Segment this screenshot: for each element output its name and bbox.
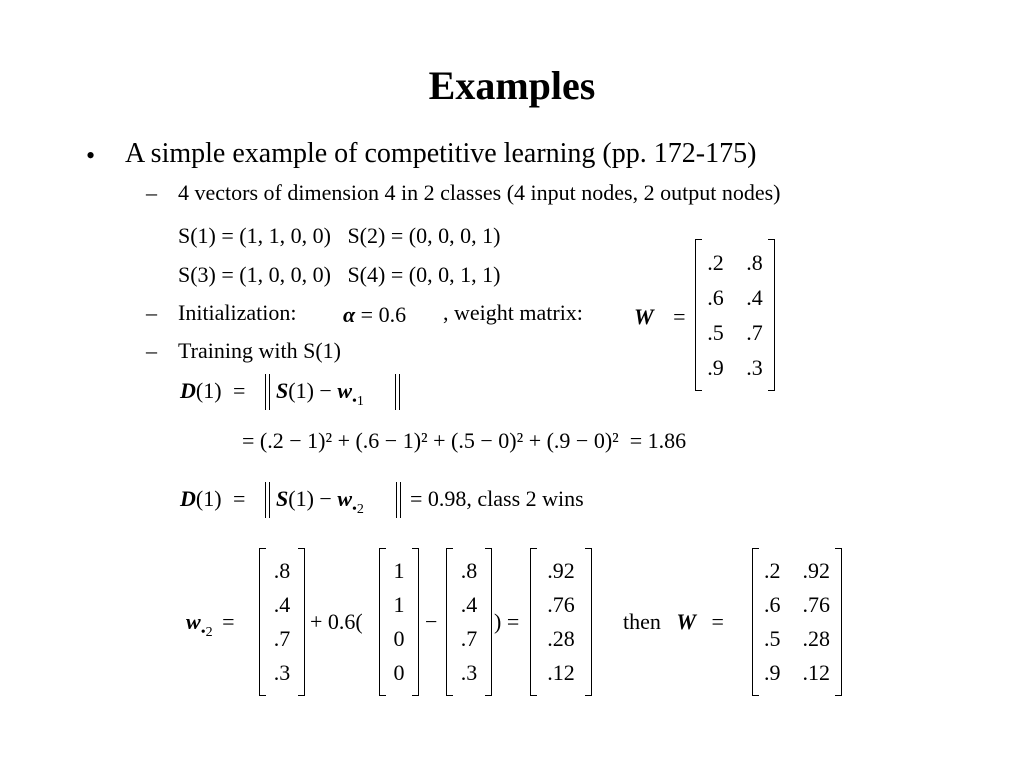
matrix-cell: .3 — [746, 354, 763, 380]
matrix-cell: .76 — [547, 592, 575, 617]
alpha-equation — [343, 304, 406, 326]
matrix-cell: .8 — [273, 558, 291, 583]
matrix-cell: .6 — [764, 592, 781, 617]
dash-marker: – — [146, 180, 157, 205]
matrix-cell: 1 — [393, 592, 405, 617]
matrix-row — [380, 594, 418, 616]
w-initial-matrix — [695, 239, 775, 391]
s-vectors-line-2: S(3) = (1, 0, 0, 0) S(4) = (0, 0, 1, 1) — [178, 262, 501, 287]
matrix-cell: .12 — [802, 660, 830, 685]
s1-vector — [379, 548, 419, 696]
d1-formula: D(1) = — [180, 378, 246, 403]
matrix-row — [447, 560, 491, 582]
w2-new-vector — [530, 548, 592, 696]
norm-left — [265, 482, 270, 518]
slide-title: Examples — [428, 63, 596, 108]
w-initial-equation: W = — [634, 304, 686, 329]
matrix-cell: .76 — [802, 592, 830, 617]
matrix-row — [380, 560, 418, 582]
rate-term: + 0.6( — [310, 609, 363, 634]
weight-label: , weight matrix: — [443, 300, 583, 325]
matrix-row — [531, 560, 591, 582]
matrix-cell: .4 — [460, 592, 478, 617]
matrix-row — [753, 628, 841, 650]
matrix-row — [696, 249, 774, 275]
matrix-cell: 1 — [393, 558, 405, 583]
init-label: Initialization: — [178, 300, 297, 325]
matrix-cell: .92 — [547, 558, 575, 583]
w2-old-vector — [259, 548, 305, 696]
matrix-row — [531, 628, 591, 650]
matrix-row — [447, 628, 491, 650]
sub-bullet-vectors: 4 vectors of dimension 4 in 2 classes (4 input nodes, 2 output nodes) — [178, 180, 781, 205]
matrix-row — [260, 560, 304, 582]
w-final-matrix — [752, 548, 842, 696]
matrix-row — [531, 662, 591, 684]
matrix-cell: .4 — [273, 592, 291, 617]
then-label: then W = — [623, 609, 724, 634]
matrix-cell: .7 — [460, 626, 478, 651]
matrix-cell: .2 — [707, 249, 724, 275]
matrix-cell: .9 — [764, 660, 781, 685]
matrix-cell: .3 — [273, 660, 291, 685]
training-label: Training with S(1) — [178, 338, 341, 363]
matrix-cell: .92 — [802, 558, 830, 583]
matrix-row — [753, 662, 841, 684]
alpha-symbol: α — [343, 302, 356, 327]
d2-norm-content: $S(1) - w_{•2}$ — [276, 486, 364, 517]
matrix-cell: .4 — [746, 284, 763, 310]
matrix-cell: .9 — [707, 354, 724, 380]
d1-norm-content: $S(1) - w_{•1}$ — [276, 378, 364, 409]
matrix-row — [260, 594, 304, 616]
matrix-cell: .8 — [460, 558, 478, 583]
matrix-row — [260, 662, 304, 684]
matrix-cell: .28 — [547, 626, 575, 651]
w2-old-vector-repeat — [446, 548, 492, 696]
w2-lhs: $w_{•2}$ = — [186, 609, 235, 640]
matrix-cell: .28 — [802, 626, 830, 651]
matrix-row — [447, 662, 491, 684]
matrix-row — [380, 628, 418, 650]
matrix-cell: .3 — [460, 660, 478, 685]
matrix-cell: .5 — [764, 626, 781, 651]
matrix-row — [696, 319, 774, 345]
matrix-row — [753, 560, 841, 582]
matrix-row — [260, 628, 304, 650]
norm-left — [265, 374, 270, 410]
matrix-row — [696, 284, 774, 310]
d2-formula: D(1) = — [180, 486, 246, 511]
matrix-row — [531, 594, 591, 616]
matrix-cell: 0 — [393, 626, 405, 651]
matrix-cell: .8 — [746, 249, 763, 275]
norm-right — [395, 374, 400, 410]
matrix-cell: .7 — [273, 626, 291, 651]
dash-marker: – — [146, 300, 157, 325]
matrix-row — [753, 594, 841, 616]
matrix-cell: .6 — [707, 284, 724, 310]
bullet-marker: • — [86, 141, 96, 170]
close-paren-equals: ) = — [494, 609, 520, 634]
d2-result: = 0.98, class 2 wins — [410, 486, 584, 511]
d1-expansion: = (.2 − 1)² + (.6 − 1)² + (.5 − 0)² + (.9 − 0)² = 1.86 — [242, 428, 687, 453]
matrix-cell: .12 — [547, 660, 575, 685]
matrix-cell: .7 — [746, 319, 763, 345]
dash-marker: – — [146, 338, 157, 363]
matrix-row — [696, 354, 774, 380]
s-vectors-line-1: S(1) = (1, 1, 0, 0) S(2) = (0, 0, 0, 1) — [178, 223, 501, 248]
matrix-cell: 0 — [393, 660, 405, 685]
norm-right — [396, 482, 401, 518]
matrix-row — [447, 594, 491, 616]
w-symbol: W — [634, 304, 654, 329]
matrix-cell: .2 — [764, 558, 781, 583]
matrix-row — [380, 662, 418, 684]
minus-sign: − — [425, 609, 438, 634]
bullet-text-main: A simple example of competitive learning (pp. 172-175) — [125, 138, 757, 169]
alpha-value: = 0.6 — [360, 302, 407, 327]
matrix-cell: .5 — [707, 319, 724, 345]
